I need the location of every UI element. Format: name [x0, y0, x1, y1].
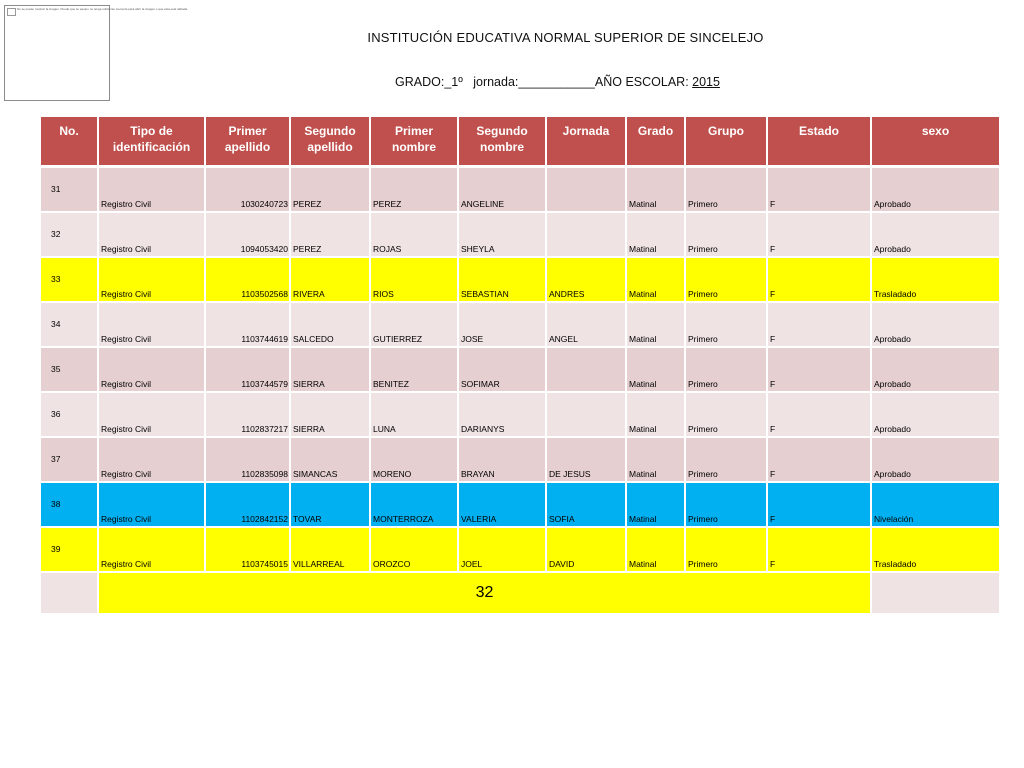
cell-jornada: Matinal: [626, 302, 685, 347]
cell-estado: Aprobado: [871, 212, 1000, 257]
cell-primer-nombre: JOSE: [458, 302, 546, 347]
cell-jornada: Matinal: [626, 392, 685, 437]
cell-primer-apellido: SIERRA: [290, 392, 370, 437]
anio-label: AÑO ESCOLAR:: [594, 75, 693, 89]
cell-documento: 1103745015: [205, 527, 290, 572]
table-row: [41, 437, 1000, 482]
cell-primer-nombre: SHEYLA: [458, 212, 546, 257]
cell-segundo-apellido: GUTIERREZ: [370, 302, 458, 347]
jornada-label: jornada:: [473, 75, 519, 89]
cell-tipo: Registro Civil: [98, 167, 205, 213]
cell-documento: 1103744579: [205, 347, 290, 392]
cell-tipo: Registro Civil: [98, 482, 205, 527]
cell-tipo: Registro Civil: [98, 527, 205, 572]
cell-segundo-apellido: PEREZ: [370, 167, 458, 213]
cell-no: 37: [41, 437, 98, 482]
total-blank-cell: [871, 572, 1000, 614]
cell-tipo: Registro Civil: [98, 257, 205, 302]
table-row: [41, 212, 1000, 257]
table-row: [41, 167, 1000, 213]
header-segundo-apellido: Segundo apellido: [290, 117, 370, 167]
header-primer-nombre: Primer nombre: [370, 117, 458, 167]
cell-grado: Primero: [685, 527, 767, 572]
cell-no: 39: [41, 527, 98, 572]
cell-documento: 1102842152: [205, 482, 290, 527]
table-header-row: [41, 117, 1000, 167]
cell-segundo-apellido: BENITEZ: [370, 347, 458, 392]
cell-estado: Aprobado: [871, 437, 1000, 482]
document-title: INSTITUCIÓN EDUCATIVA NORMAL SUPERIOR DE SINCELEJO: [367, 30, 764, 45]
cell-grado: Primero: [685, 212, 767, 257]
cell-primer-nombre: JOEL: [458, 527, 546, 572]
cell-grupo: F: [767, 392, 871, 437]
cell-segundo-apellido: OROZCO: [370, 527, 458, 572]
cell-grado: Primero: [685, 482, 767, 527]
cell-jornada: Matinal: [626, 437, 685, 482]
cell-primer-nombre: ANGELINE: [458, 167, 546, 213]
cell-grado: Primero: [685, 167, 767, 213]
header-jornada: Jornada: [546, 117, 626, 167]
cell-primer-apellido: SALCEDO: [290, 302, 370, 347]
cell-tipo: Registro Civil: [98, 302, 205, 347]
header-estado: Estado: [767, 117, 871, 167]
cell-primer-apellido: RIVERA: [290, 257, 370, 302]
cell-segundo-apellido: MORENO: [370, 437, 458, 482]
cell-primer-nombre: SOFIMAR: [458, 347, 546, 392]
cell-primer-nombre: VALERIA: [458, 482, 546, 527]
cell-estado: Aprobado: [871, 347, 1000, 392]
cell-tipo: Registro Civil: [98, 392, 205, 437]
cell-documento: 1094053420: [205, 212, 290, 257]
cell-segundo-nombre: [546, 392, 626, 437]
table-row: [41, 347, 1000, 392]
cell-grupo: F: [767, 527, 871, 572]
header-tipo-identificacion: Tipo de identificación: [98, 117, 205, 167]
cell-tipo: Registro Civil: [98, 437, 205, 482]
cell-primer-apellido: VILLARREAL: [290, 527, 370, 572]
cell-tipo: Registro Civil: [98, 212, 205, 257]
grado-value: _1º: [444, 75, 463, 89]
cell-no: 34: [41, 302, 98, 347]
cell-no: 35: [41, 347, 98, 392]
cell-grado: Primero: [685, 392, 767, 437]
cell-grupo: F: [767, 437, 871, 482]
header-grado: Grado: [626, 117, 685, 167]
cell-segundo-apellido: LUNA: [370, 392, 458, 437]
cell-grupo: F: [767, 482, 871, 527]
cell-jornada: Matinal: [626, 212, 685, 257]
cell-grupo: F: [767, 257, 871, 302]
cell-segundo-nombre: ANGEL: [546, 302, 626, 347]
table-row: [41, 302, 1000, 347]
cell-no: 31: [41, 167, 98, 213]
cell-primer-apellido: SIERRA: [290, 347, 370, 392]
document-subtitle: [395, 75, 720, 89]
cell-no: 32: [41, 212, 98, 257]
cell-jornada: Matinal: [626, 347, 685, 392]
cell-documento: 1103502568: [205, 257, 290, 302]
cell-documento: 1102837217: [205, 392, 290, 437]
cell-jornada: Matinal: [626, 482, 685, 527]
cell-grupo: F: [767, 302, 871, 347]
header-segundo-nombre: Segundo nombre: [458, 117, 546, 167]
header-sexo: sexo: [871, 117, 1000, 167]
cell-segundo-apellido: MONTERROZA: [370, 482, 458, 527]
total-blank-cell: [41, 572, 98, 614]
cell-estado: Aprobado: [871, 302, 1000, 347]
table-row: [41, 482, 1000, 527]
broken-image-icon: [7, 8, 16, 16]
cell-segundo-nombre: [546, 212, 626, 257]
cell-segundo-nombre: [546, 347, 626, 392]
student-table: [41, 117, 1001, 615]
cell-documento: 1102835098: [205, 437, 290, 482]
cell-segundo-nombre: SOFIA: [546, 482, 626, 527]
cell-primer-apellido: PEREZ: [290, 212, 370, 257]
cell-estado: Aprobado: [871, 167, 1000, 213]
cell-estado: Aprobado: [871, 392, 1000, 437]
cell-segundo-nombre: DAVID: [546, 527, 626, 572]
cell-segundo-apellido: RIOS: [370, 257, 458, 302]
header-grupo: Grupo: [685, 117, 767, 167]
cell-jornada: Matinal: [626, 167, 685, 213]
cell-estado: Trasladado: [871, 257, 1000, 302]
table-row: [41, 257, 1000, 302]
cell-grupo: F: [767, 212, 871, 257]
cell-documento: 1030240723: [205, 167, 290, 213]
cell-primer-apellido: TOVAR: [290, 482, 370, 527]
total-row: [41, 572, 1000, 614]
cell-grupo: F: [767, 347, 871, 392]
cell-jornada: Matinal: [626, 527, 685, 572]
total-count: 32: [98, 572, 871, 614]
cell-primer-nombre: SEBASTIAN: [458, 257, 546, 302]
cell-grado: Primero: [685, 302, 767, 347]
cell-estado: Nivelación: [871, 482, 1000, 527]
cell-no: 38: [41, 482, 98, 527]
cell-no: 36: [41, 392, 98, 437]
cell-primer-nombre: BRAYAN: [458, 437, 546, 482]
grado-label: GRADO:: [395, 75, 445, 89]
cell-grupo: F: [767, 167, 871, 213]
cell-primer-apellido: SIMANCAS: [290, 437, 370, 482]
cell-estado: Trasladado: [871, 527, 1000, 572]
cell-tipo: Registro Civil: [98, 347, 205, 392]
cell-grado: Primero: [685, 347, 767, 392]
table-row: [41, 392, 1000, 437]
jornada-blank: ___________: [518, 75, 595, 89]
header-no: No.: [41, 117, 98, 167]
cell-grado: Primero: [685, 437, 767, 482]
cell-grado: Primero: [685, 257, 767, 302]
logo-placeholder: [4, 5, 188, 101]
table-row: [41, 527, 1000, 572]
cell-documento: 1103744619: [205, 302, 290, 347]
cell-segundo-nombre: ANDRES: [546, 257, 626, 302]
cell-no: 33: [41, 257, 98, 302]
cell-jornada: Matinal: [626, 257, 685, 302]
cell-segundo-nombre: DE JESUS: [546, 437, 626, 482]
cell-primer-nombre: DARIANYS: [458, 392, 546, 437]
logo-alt-text: No se puede mostrar la imagen. Puede que su equipo no tenga suficiente memoria para abrir la imagen o que ésta esté dañada.: [17, 7, 188, 11]
anio-value: 2015: [692, 75, 720, 89]
cell-segundo-nombre: [546, 167, 626, 213]
cell-segundo-apellido: ROJAS: [370, 212, 458, 257]
header-primer-apellido: Primer apellido: [205, 117, 290, 167]
cell-primer-apellido: PEREZ: [290, 167, 370, 213]
